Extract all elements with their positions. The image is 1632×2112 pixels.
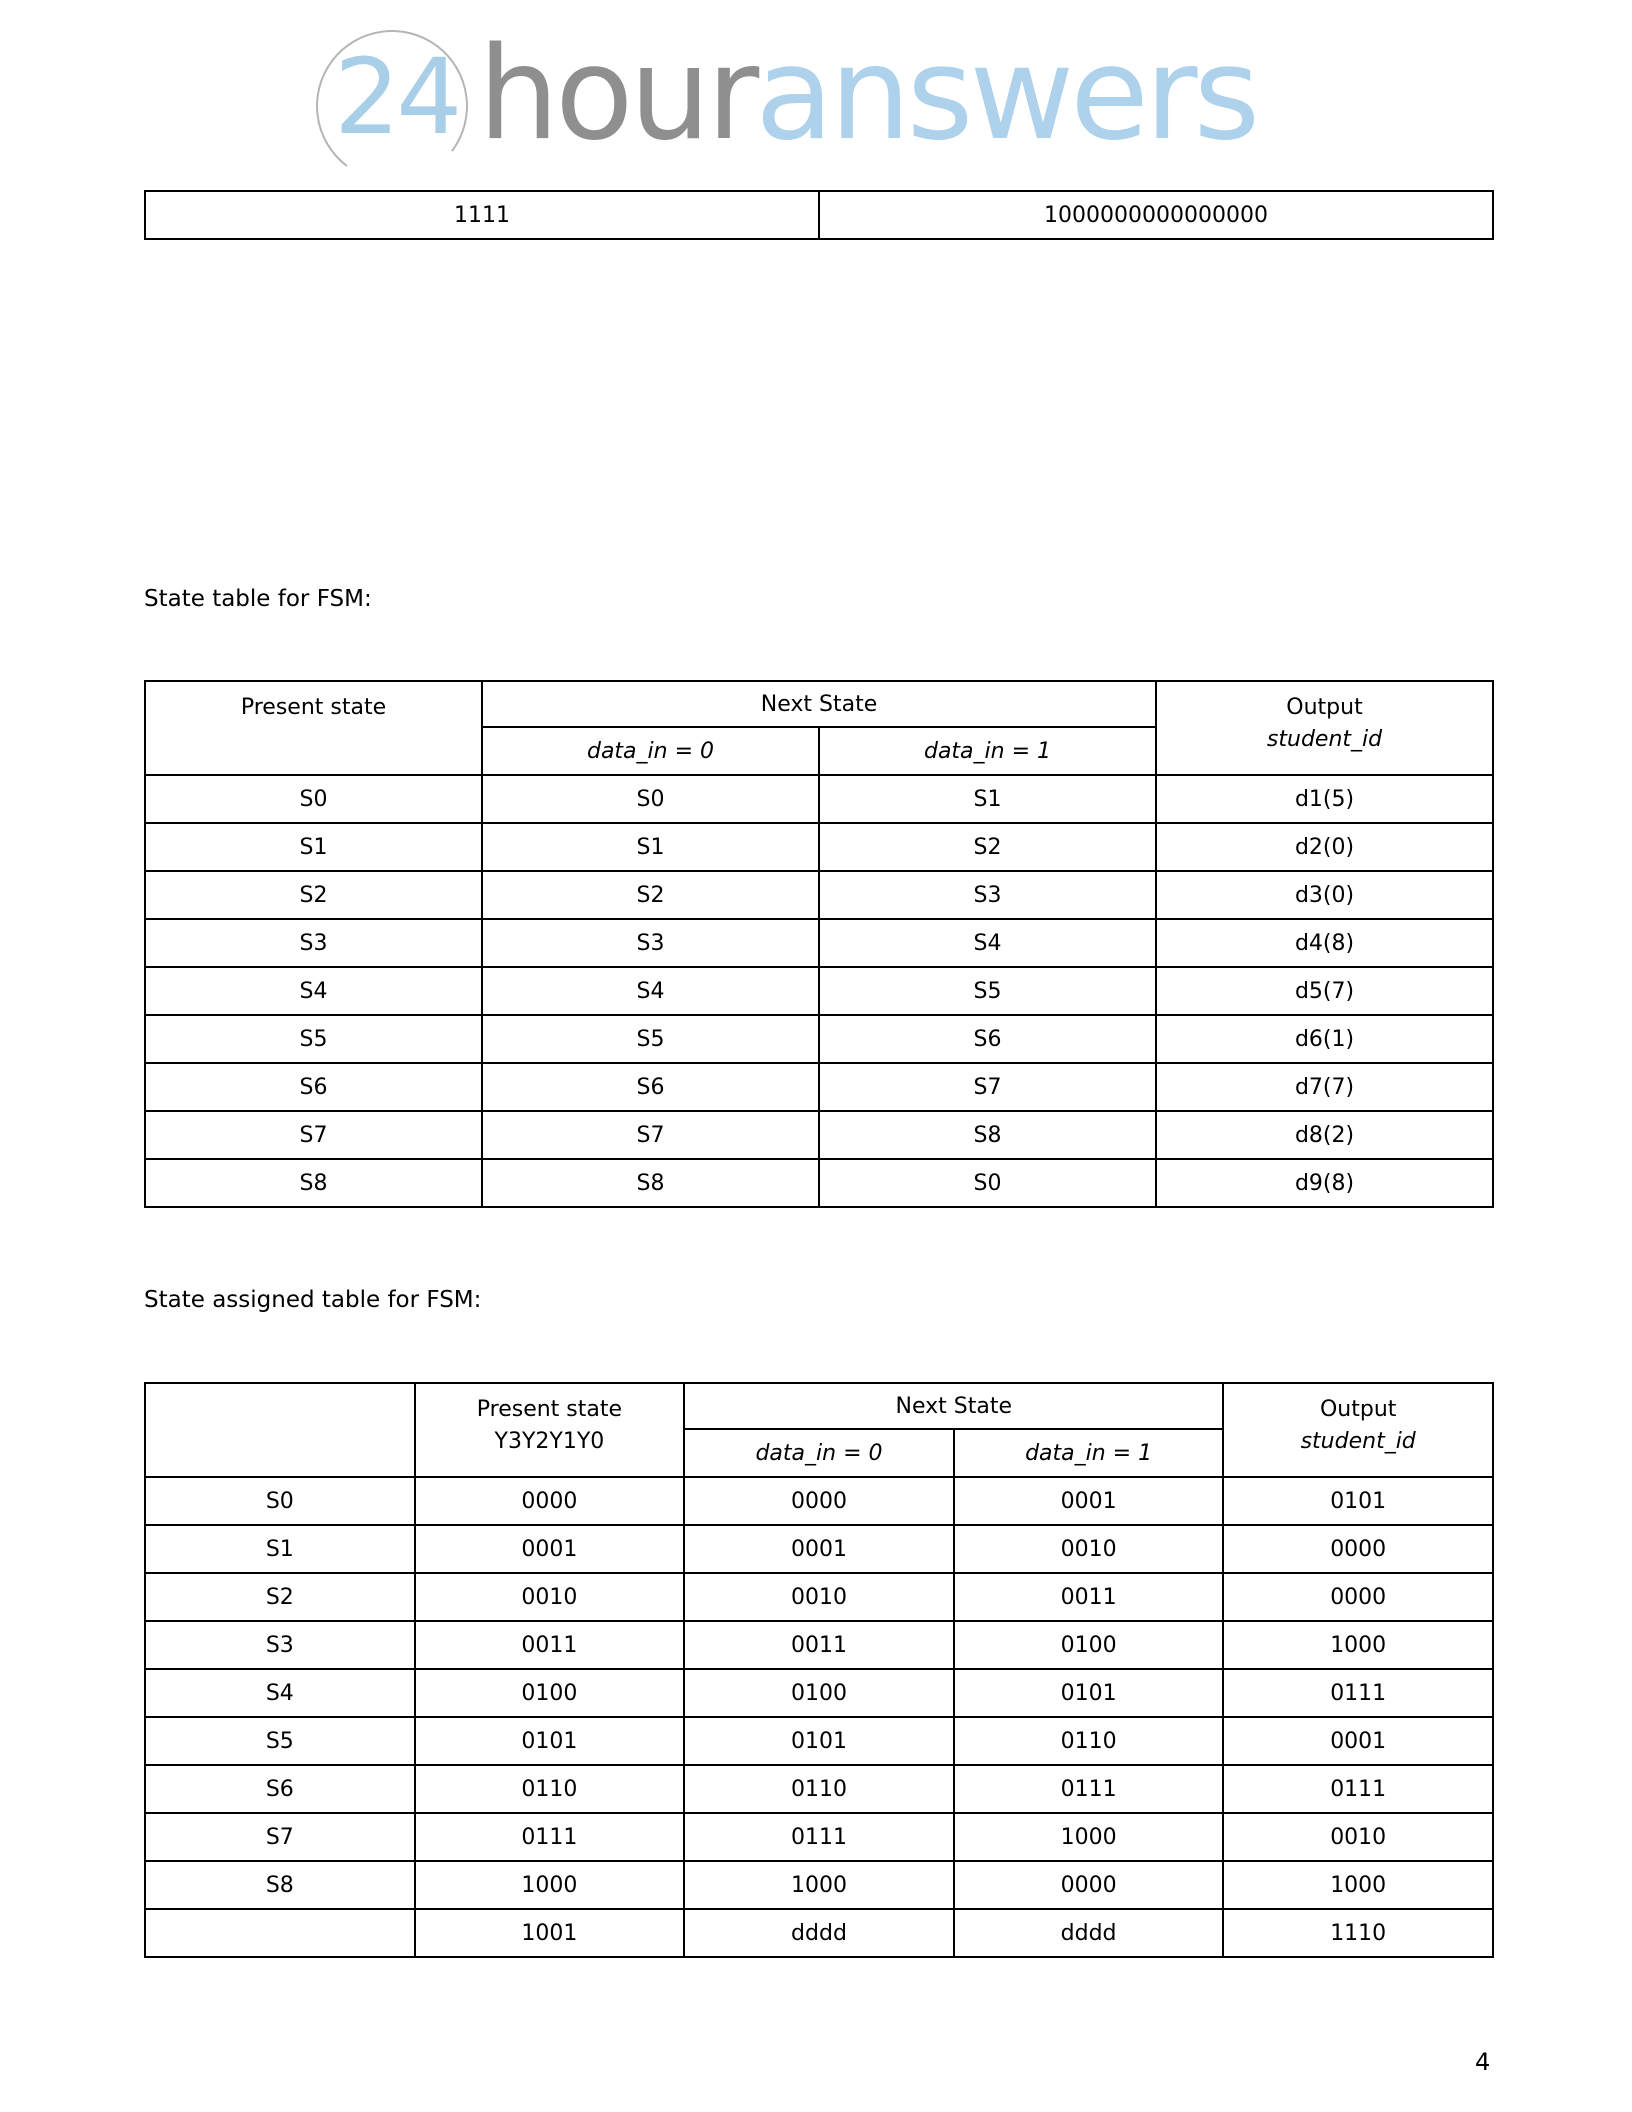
table-cell: 0000 (954, 1861, 1224, 1909)
table-row (145, 1159, 1493, 1207)
table-cell: S1 (145, 1525, 415, 1573)
table-cell: 0001 (1223, 1717, 1493, 1765)
table-row (145, 1669, 1493, 1717)
table-row (145, 1621, 1493, 1669)
table-cell: 1111 (145, 191, 819, 239)
table-cell: 0111 (954, 1765, 1224, 1813)
table-cell: S6 (145, 1063, 482, 1111)
table-cell: 1000 (684, 1861, 954, 1909)
page-number: 4 (1475, 2048, 1491, 2076)
table-cell: 0010 (415, 1573, 685, 1621)
state-assigned-table-label: State assigned table for FSM: (144, 1287, 482, 1313)
table-cell: d3(0) (1156, 871, 1493, 919)
table-cell: S5 (145, 1717, 415, 1765)
table-cell: S4 (819, 919, 1156, 967)
table-cell: S3 (145, 1621, 415, 1669)
table-cell: 0011 (415, 1621, 685, 1669)
table-cell: S5 (145, 1015, 482, 1063)
table-cell: 0000 (1223, 1525, 1493, 1573)
table-cell: S8 (482, 1159, 819, 1207)
table-cell: S5 (819, 967, 1156, 1015)
header-present-state (415, 1383, 685, 1477)
header-data-in-1: data_in = 1 (819, 727, 1156, 775)
table-cell: S3 (819, 871, 1156, 919)
header-row (145, 1383, 1493, 1429)
table-cell: 0011 (954, 1573, 1224, 1621)
table-cell: 0111 (684, 1813, 954, 1861)
table-cell: S2 (145, 871, 482, 919)
table-row (145, 1573, 1493, 1621)
table-cell: 0110 (684, 1765, 954, 1813)
table-cell: 0111 (1223, 1669, 1493, 1717)
top-continuation-table (144, 190, 1494, 240)
header-data-in-1: data_in = 1 (954, 1429, 1224, 1477)
table-cell: S6 (145, 1765, 415, 1813)
header-output-label: Output (1286, 695, 1363, 720)
table-cell: d4(8) (1156, 919, 1493, 967)
table-cell: S4 (145, 1669, 415, 1717)
header-output (1223, 1383, 1493, 1477)
table-cell: S3 (145, 919, 482, 967)
table-cell: 1110 (1223, 1909, 1493, 1957)
table-row (145, 1525, 1493, 1573)
table-cell: 0101 (1223, 1477, 1493, 1525)
table-cell: 1001 (415, 1909, 685, 1957)
logo (310, 20, 1257, 172)
table-cell: 0110 (954, 1717, 1224, 1765)
table-cell: 0000 (1223, 1573, 1493, 1621)
table-cell: S7 (482, 1111, 819, 1159)
table-cell: S0 (482, 775, 819, 823)
table-row (145, 871, 1493, 919)
table-cell: S7 (145, 1813, 415, 1861)
table-cell: 0101 (684, 1717, 954, 1765)
table-cell: S1 (819, 775, 1156, 823)
table-cell: d2(0) (1156, 823, 1493, 871)
table-cell (145, 1909, 415, 1957)
table-row (145, 1861, 1493, 1909)
table-cell: d5(7) (1156, 967, 1493, 1015)
table-row (145, 775, 1493, 823)
table-row (145, 1111, 1493, 1159)
header-row (145, 681, 1493, 727)
table-cell: 1000 (954, 1813, 1224, 1861)
table-cell: S4 (145, 967, 482, 1015)
table-cell: S0 (145, 775, 482, 823)
table-cell: S8 (145, 1159, 482, 1207)
table-cell: dddd (954, 1909, 1224, 1957)
table-cell: S5 (482, 1015, 819, 1063)
header-present-sub: Y3Y2Y1Y0 (494, 1429, 605, 1454)
table-row (145, 919, 1493, 967)
table-row (145, 1063, 1493, 1111)
table-cell: 0001 (415, 1525, 685, 1573)
table-cell: S1 (482, 823, 819, 871)
table-cell: S2 (482, 871, 819, 919)
table-cell: 0001 (684, 1525, 954, 1573)
table-row (145, 823, 1493, 871)
table-cell: 0111 (415, 1813, 685, 1861)
table-cell: d7(7) (1156, 1063, 1493, 1111)
header-next-state: Next State (684, 1383, 1223, 1429)
header-present-state: Present state (145, 681, 482, 775)
table-cell: 0011 (684, 1621, 954, 1669)
table-cell: S8 (145, 1861, 415, 1909)
table-cell: S4 (482, 967, 819, 1015)
header-output-sub: student_id (1300, 1429, 1416, 1454)
table-cell: S2 (819, 823, 1156, 871)
table-row (145, 967, 1493, 1015)
table-cell: 0101 (415, 1717, 685, 1765)
logo-word-hour: hour (478, 20, 756, 169)
table-cell: 0110 (415, 1765, 685, 1813)
table-cell: 0111 (1223, 1765, 1493, 1813)
table-cell: S2 (145, 1573, 415, 1621)
state-table-label: State table for FSM: (144, 586, 372, 612)
table-cell: d8(2) (1156, 1111, 1493, 1159)
table-cell: 0000 (684, 1477, 954, 1525)
header-data-in-0: data_in = 0 (684, 1429, 954, 1477)
table-cell: S6 (819, 1015, 1156, 1063)
state-assigned-table (144, 1382, 1494, 1958)
table-cell: 1000 (415, 1861, 685, 1909)
table-cell: 0000 (415, 1477, 685, 1525)
header-present-label: Present state (476, 1397, 623, 1422)
table-cell: S0 (145, 1477, 415, 1525)
table-cell: 0100 (415, 1669, 685, 1717)
table-row (145, 1015, 1493, 1063)
logo-word-answers: answers (755, 20, 1257, 169)
table-row (145, 1813, 1493, 1861)
table-cell: S7 (819, 1063, 1156, 1111)
table-cell: S3 (482, 919, 819, 967)
header-output-sub: student_id (1266, 727, 1383, 752)
header-data-in-0: data_in = 0 (482, 727, 819, 775)
table-cell: dddd (684, 1909, 954, 1957)
state-table (144, 680, 1494, 1208)
table-cell: d6(1) (1156, 1015, 1493, 1063)
table-cell: 0010 (954, 1525, 1224, 1573)
table-cell: d9(8) (1156, 1159, 1493, 1207)
header-next-state: Next State (482, 681, 1156, 727)
logo-wordmark (478, 20, 1256, 170)
table-row (145, 191, 1493, 239)
table-row (145, 1765, 1493, 1813)
table-row (145, 1477, 1493, 1525)
table-cell: S6 (482, 1063, 819, 1111)
header-output (1156, 681, 1493, 775)
table-cell: 0001 (954, 1477, 1224, 1525)
table-cell: 1000 (1223, 1621, 1493, 1669)
header-output-label: Output (1319, 1397, 1397, 1422)
table-row (145, 1717, 1493, 1765)
table-cell: 0101 (954, 1669, 1224, 1717)
table-cell: S1 (145, 823, 482, 871)
table-cell: 0100 (954, 1621, 1224, 1669)
table-cell: 0100 (684, 1669, 954, 1717)
table-row (145, 1909, 1493, 1957)
table-cell: 0010 (684, 1573, 954, 1621)
table-cell: S8 (819, 1111, 1156, 1159)
header-blank (145, 1383, 415, 1477)
logo-number: 24 (334, 36, 459, 158)
table-cell: d1(5) (1156, 775, 1493, 823)
table-cell: S7 (145, 1111, 482, 1159)
table-cell: 0010 (1223, 1813, 1493, 1861)
table-cell: 1000 (1223, 1861, 1493, 1909)
table-cell: 1000000000000000 (819, 191, 1493, 239)
table-cell: S0 (819, 1159, 1156, 1207)
